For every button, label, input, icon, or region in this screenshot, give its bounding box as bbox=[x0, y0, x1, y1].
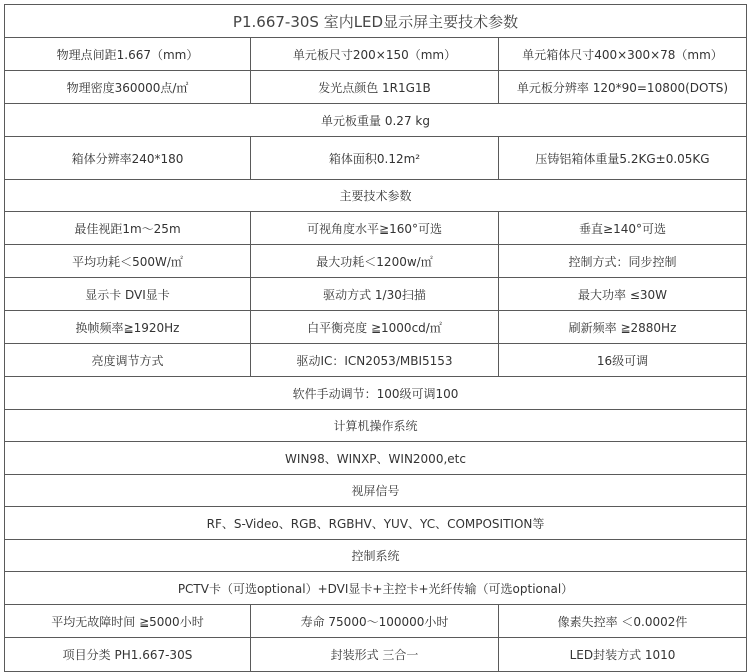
table-row bbox=[5, 245, 747, 278]
cabinet-resolution-cell: 箱体分辨率240*180 bbox=[5, 137, 251, 180]
viewing-distance-cell: 最佳视距1m～25m bbox=[5, 212, 251, 245]
table-row bbox=[5, 137, 747, 180]
table-row bbox=[5, 344, 747, 377]
pixel-pitch-cell: 物理点间距1.667（mm） bbox=[5, 38, 251, 71]
module-size-cell: 单元板尺寸200×150（mm） bbox=[251, 38, 499, 71]
control-system-value-cell: PCTV卡（可选optional）+DVI显卡+主控卡+光纤传输（可选optional） bbox=[5, 572, 747, 605]
table-row bbox=[5, 572, 747, 605]
gray-levels-cell: 16级可调 bbox=[499, 344, 747, 377]
drive-mode-cell: 驱动方式 1/30扫描 bbox=[251, 278, 499, 311]
cabinet-area-cell: 箱体面积0.12m² bbox=[251, 137, 499, 180]
table-row bbox=[5, 71, 747, 104]
section-header-row bbox=[5, 540, 747, 572]
software-adjust-cell: 软件手动调节：100级可调100 bbox=[5, 377, 747, 410]
table-row bbox=[5, 311, 747, 344]
section-header-row bbox=[5, 180, 747, 212]
table-title: P1.667-30S 室内LED显示屏主要技术参数 bbox=[5, 5, 747, 38]
section-header-row bbox=[5, 410, 747, 442]
cabinet-size-cell: 单元箱体尺寸400×300×78（mm） bbox=[499, 38, 747, 71]
brightness-cell: 白平衡亮度 ≧1000cd/㎡ bbox=[251, 311, 499, 344]
mtbf-cell: 平均无故障时间 ≧5000小时 bbox=[5, 605, 251, 638]
table-row bbox=[5, 638, 747, 672]
max-power-cell: 最大功耗＜1200w/㎡ bbox=[251, 245, 499, 278]
table-row bbox=[5, 605, 747, 638]
lifespan-cell: 寿命 75000～100000小时 bbox=[251, 605, 499, 638]
refresh-rate-cell: 刷新频率 ≧2880Hz bbox=[499, 311, 747, 344]
table-row bbox=[5, 278, 747, 311]
avg-power-cell: 平均功耗＜500W/㎡ bbox=[5, 245, 251, 278]
package-type-cell: 封装形式 三合一 bbox=[251, 638, 499, 672]
vertical-angle-cell: 垂直≥140°可选 bbox=[499, 212, 747, 245]
module-resolution-cell: 单元板分辨率 120*90=10800(DOTS) bbox=[499, 71, 747, 104]
display-card-cell: 显示卡 DVI显卡 bbox=[5, 278, 251, 311]
table-row bbox=[5, 212, 747, 245]
brightness-adjust-cell: 亮度调节方式 bbox=[5, 344, 251, 377]
led-color-cell: 发光点颜色 1R1G1B bbox=[251, 71, 499, 104]
led-package-cell: LED封装方式 1010 bbox=[499, 638, 747, 672]
os-value-cell: WIN98、WINXP、WIN2000,etc bbox=[5, 442, 747, 475]
section-header-row bbox=[5, 475, 747, 507]
control-mode-cell: 控制方式：同步控制 bbox=[499, 245, 747, 278]
pixel-failure-cell: 像素失控率 ＜0.0002件 bbox=[499, 605, 747, 638]
table-row bbox=[5, 38, 747, 71]
table-row bbox=[5, 442, 747, 475]
module-weight-cell: 单元板重量 0.27 kg bbox=[5, 104, 747, 137]
cabinet-weight-cell: 压铸铝箱体重量5.2KG±0.05KG bbox=[499, 137, 747, 180]
control-system-header: 控制系统 bbox=[5, 540, 747, 572]
frame-rate-cell: 换帧频率≧1920Hz bbox=[5, 311, 251, 344]
title-row bbox=[5, 5, 747, 38]
os-header: 计算机操作系统 bbox=[5, 410, 747, 442]
table-row bbox=[5, 104, 747, 137]
horizontal-angle-cell: 可视角度水平≧160°可选 bbox=[251, 212, 499, 245]
spec-table bbox=[4, 4, 747, 672]
table-row bbox=[5, 507, 747, 540]
main-params-header: 主要技术参数 bbox=[5, 180, 747, 212]
video-signal-header: 视屏信号 bbox=[5, 475, 747, 507]
video-signal-value-cell: RF、S-Video、RGB、RGBHV、YUV、YC、COMPOSITION等 bbox=[5, 507, 747, 540]
driver-ic-cell: 驱动IC：ICN2053/MBI5153 bbox=[251, 344, 499, 377]
pixel-density-cell: 物理密度360000点/㎡ bbox=[5, 71, 251, 104]
max-wattage-cell: 最大功率 ≤30W bbox=[499, 278, 747, 311]
project-category-cell: 项目分类 PH1.667-30S bbox=[5, 638, 251, 672]
table-row bbox=[5, 377, 747, 410]
